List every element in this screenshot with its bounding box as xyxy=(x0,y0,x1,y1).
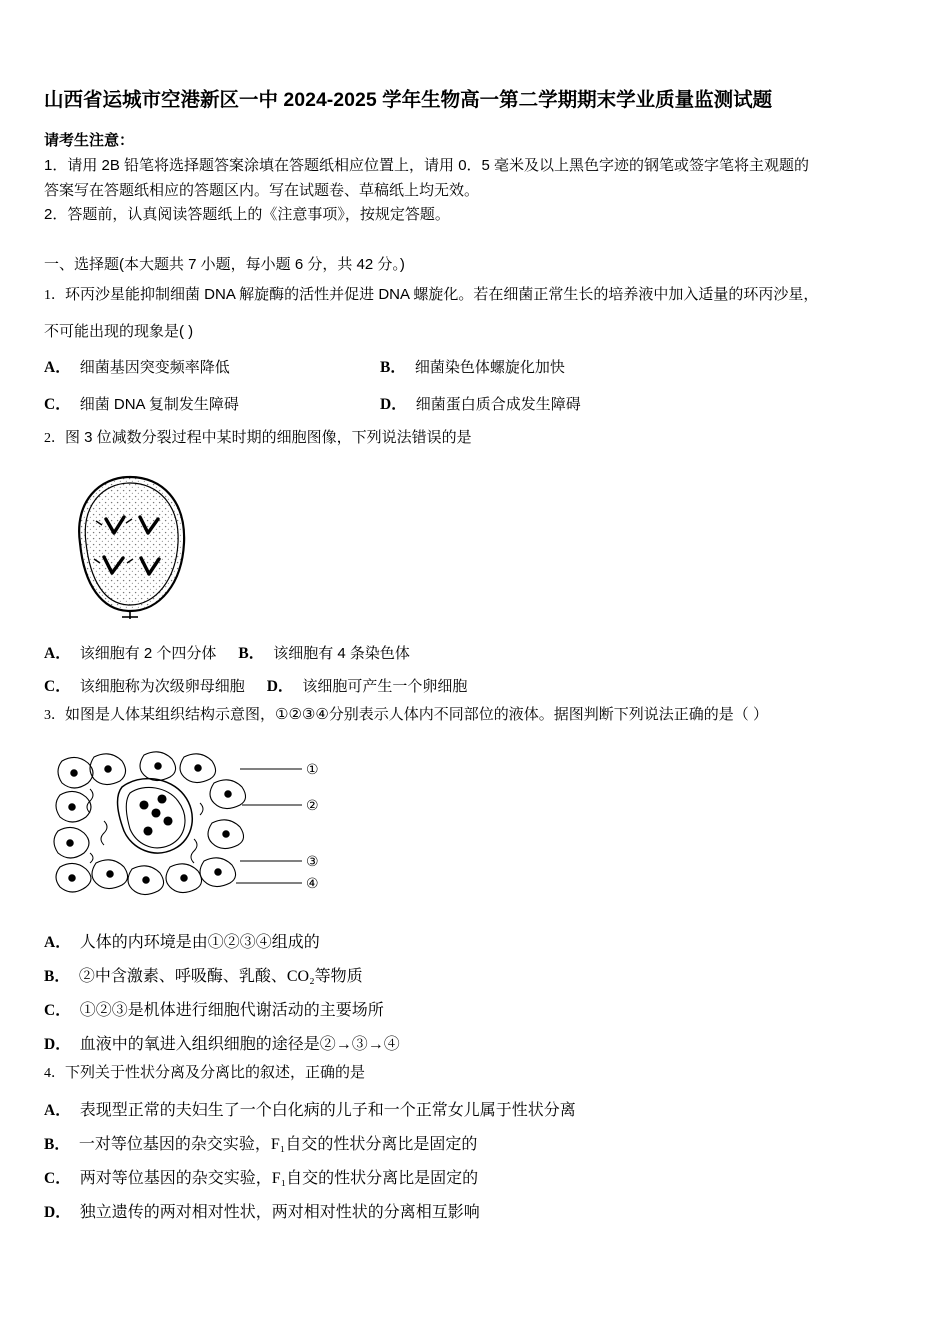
option-text: 该细胞有 4 条染色体 xyxy=(273,645,410,663)
option-text: 该细胞有 2 个四分体 xyxy=(79,645,217,663)
question-1-number: 1． xyxy=(44,288,65,304)
question-2-text: 图 3 位减数分裂过程中某时期的细胞图像，下列说法错误的是 xyxy=(65,428,472,446)
option-label: A． xyxy=(44,645,71,663)
question-3-stem xyxy=(44,702,906,729)
option-label: C． xyxy=(44,395,71,413)
page-content xyxy=(44,86,906,1222)
question-3-option-c[interactable] xyxy=(44,997,906,1020)
question-1-option-d[interactable] xyxy=(380,391,581,419)
question-4-text: 下列关于性状分离及分离比的叙述，正确的是 xyxy=(65,1063,366,1081)
option-label: B． xyxy=(238,645,265,663)
option-label: B． xyxy=(44,1136,70,1154)
question-3-number: 3． xyxy=(44,708,65,724)
question-2-option-d[interactable] xyxy=(267,674,468,696)
question-2 xyxy=(44,425,906,697)
question-1-stem xyxy=(44,282,906,309)
question-3-options xyxy=(44,929,906,1054)
notice-line-1: 1．请用 2B 铅笔将选择题答案涂填在答题纸相应位置上，请用 0．5 毫米及以上黑色字迹的钢笔或签字笔将主观题的 xyxy=(44,157,810,175)
option-label: A． xyxy=(44,358,71,376)
option-text: ②中含激素、呼吸酶、乳酸、CO₂等物质 xyxy=(78,967,363,985)
question-2-options-row-2 xyxy=(44,674,906,696)
option-label: C． xyxy=(44,678,71,696)
notice-line-3: 2．答题前，认真阅读答题纸上的《注意事项》，按规定答题。 xyxy=(44,205,450,223)
option-text: ①②③是机体进行细胞代谢活动的主要场所 xyxy=(79,1001,384,1019)
question-1 xyxy=(44,282,906,419)
option-text: 血液中的氧进入组织细胞的途径是②→③→④ xyxy=(79,1035,400,1053)
question-1-option-c[interactable] xyxy=(44,391,380,419)
option-label: B． xyxy=(380,358,406,376)
figure-label-2: ② xyxy=(306,797,319,814)
option-label: D． xyxy=(266,678,294,696)
question-1-option-b[interactable] xyxy=(380,354,565,382)
option-label: D． xyxy=(380,395,407,413)
option-label: C． xyxy=(44,1170,71,1188)
option-text: 细菌基因突变频率降低 xyxy=(79,358,230,376)
question-1-options-row-2 xyxy=(44,391,906,419)
option-text: 细菌 DNA 复制发生障碍 xyxy=(79,395,239,413)
question-3-option-a[interactable] xyxy=(44,929,906,952)
question-4-stem xyxy=(44,1060,906,1087)
question-3-option-d[interactable] xyxy=(44,1031,906,1054)
question-2-option-b[interactable] xyxy=(238,641,410,663)
notice-heading: 请考生注意： xyxy=(44,132,135,150)
option-text: 该细胞可产生一个卵细胞 xyxy=(302,678,468,696)
option-label: B． xyxy=(44,967,70,985)
question-2-number: 2． xyxy=(44,430,65,446)
question-4-option-d[interactable] xyxy=(44,1199,906,1222)
question-4-options xyxy=(44,1097,906,1222)
question-2-option-a[interactable] xyxy=(44,641,216,663)
question-1-options-row-1 xyxy=(44,354,906,382)
tissue-structure-diagram xyxy=(44,743,906,918)
option-text: 人体的内环境是由①②③④组成的 xyxy=(79,933,320,951)
option-label: A． xyxy=(44,1102,71,1120)
option-text: 表现型正常的夫妇生了一个白化病的儿子和一个正常女儿属于性状分离 xyxy=(79,1102,576,1120)
question-1-stem-cont: 不可能出现的现象是( ) xyxy=(44,322,194,340)
option-text: 细菌蛋白质合成发生障碍 xyxy=(415,395,581,413)
question-4 xyxy=(44,1060,906,1223)
option-text: 细菌染色体螺旋化加快 xyxy=(414,358,565,376)
figure-label-4: ④ xyxy=(306,875,319,892)
question-3-text: 如图是人体某组织结构示意图，①②③④分别表示人体内不同部位的液体。据图判断下列说法正确的是（ ） xyxy=(65,706,768,724)
notice-line-2: 答案写在答题纸相应的答题区内。写在试题卷、草稿纸上均无效。 xyxy=(44,181,480,199)
question-1-text: 环丙沙星能抑制细菌 DNA 解旋酶的活性并促进 DNA 螺旋化。若在细菌正常生长的培养液中加入适量的环丙沙星， xyxy=(65,286,819,304)
question-4-option-b[interactable] xyxy=(44,1131,906,1154)
section-heading: 一、选择题(本大题共 7 小题，每小题 6 分，共 42 分。) xyxy=(44,256,405,274)
option-text: 独立遗传的两对相对性状，两对相对性状的分离相互影响 xyxy=(79,1204,480,1222)
question-2-stem xyxy=(44,425,906,452)
question-2-options-row-1 xyxy=(44,641,906,663)
cell-meiosis-diagram xyxy=(44,465,906,630)
option-label: A． xyxy=(44,933,71,951)
question-4-number: 4． xyxy=(44,1065,65,1081)
option-text: 两对等位基因的杂交实验，F₁自交的性状分离比是固定的 xyxy=(79,1170,479,1188)
option-text: 一对等位基因的杂交实验，F₁自交的性状分离比是固定的 xyxy=(78,1136,478,1154)
question-1-option-a[interactable] xyxy=(44,354,380,382)
question-2-option-c[interactable] xyxy=(44,674,245,696)
page-title: 山西省运城市空港新区一中 2024-2025 学年生物高一第二学期期末学业质量监测试题 xyxy=(44,89,773,111)
figure-label-3: ③ xyxy=(306,853,319,870)
option-label: D． xyxy=(44,1035,71,1053)
question-3-option-b[interactable] xyxy=(44,963,906,986)
question-4-option-c[interactable] xyxy=(44,1165,906,1188)
question-3 xyxy=(44,702,906,1054)
question-4-option-a[interactable] xyxy=(44,1097,906,1120)
figure-label-1: ① xyxy=(306,761,319,778)
option-label: D． xyxy=(44,1204,71,1222)
option-label: C． xyxy=(44,1001,71,1019)
option-text: 该细胞称为次级卵母细胞 xyxy=(79,678,245,696)
